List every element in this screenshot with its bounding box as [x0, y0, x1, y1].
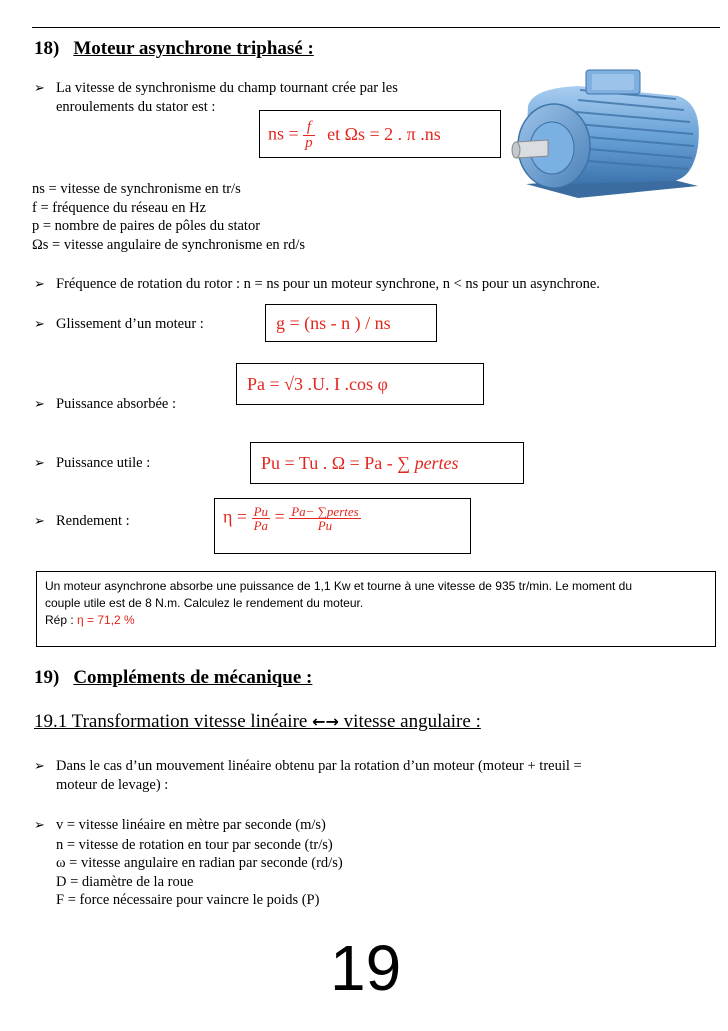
bullet-arrow-icon — [34, 316, 56, 333]
formula-pu: Pu = Tu . Ω = Pa - — [261, 453, 398, 473]
exercise-line: couple utile est de 8 N.m. Calculez le rendement du moteur. — [45, 596, 364, 610]
section-number: 18) — [34, 38, 60, 59]
bullet-glissement — [34, 316, 204, 333]
bullet-arrow-icon — [34, 80, 56, 97]
fraction-pertes — [289, 505, 361, 532]
answer-value: η = 71,2 % — [77, 613, 135, 627]
formula-ns-lhs: ns = — [268, 123, 299, 144]
motor-image — [508, 66, 718, 206]
definition-item: p = nombre de paires de pôles du stator — [32, 218, 261, 234]
fraction-numerator: f — [303, 120, 315, 136]
bullet-arrow-icon — [34, 816, 56, 836]
answer-label: Rép : — [45, 613, 78, 627]
bullet-sync-speed — [34, 80, 398, 97]
bullet-text: Fréquence de rotation du rotor : n = ns pour un moteur synchrone, n < ns pour un asynchrone. — [56, 276, 600, 292]
formula-box-rendement — [214, 498, 471, 554]
formula-omega-s: et Ωs = 2 . π .ns — [327, 123, 441, 144]
variable-item: v = vitesse linéaire en mètre par seconde (m/s) — [56, 817, 326, 833]
section-19-1-heading — [34, 711, 481, 733]
subsection-title-a: 19.1 Transformation vitesse linéaire — [34, 711, 313, 732]
sum-pertes: ∑ pertes — [397, 453, 459, 473]
variable-item: D = diamètre de la roue — [56, 873, 194, 890]
formula-pa-rest: .U. I .cos φ — [303, 374, 388, 394]
variable-item: F = force nécessaire pour vaincre le poids (P) — [56, 892, 320, 908]
variable-item: n = vitesse de rotation en tour par seconde (tr/s) — [56, 836, 333, 853]
bullet-text: La vitesse de synchronisme du champ tournant crée par les — [56, 80, 398, 96]
fraction-denominator: Pa — [253, 518, 269, 533]
bullet-sync-speed-cont — [56, 99, 215, 116]
bullet-text: Glissement d’un moteur : — [56, 316, 204, 332]
fraction-denominator: Pu — [317, 518, 333, 533]
formula-eta: η = — [223, 506, 248, 527]
section-18-heading — [34, 38, 314, 60]
section-19-heading — [34, 667, 312, 689]
bullet-text: enroulements du stator est : — [56, 99, 216, 115]
bullet-arrow-icon — [34, 455, 56, 472]
fraction-denominator: p — [305, 135, 313, 151]
formula-pa-lhs: Pa = — [247, 374, 285, 394]
definition-item: Ωs = vitesse angulaire de synchronisme en rd/s — [32, 236, 306, 253]
formula-box-glissement — [265, 304, 437, 342]
bullet-arrow-icon — [34, 396, 56, 413]
formula-box-ns — [259, 110, 501, 158]
bullet-text: Puissance utile : — [56, 455, 151, 471]
subsection-title-b: vitesse angulaire : — [338, 711, 481, 732]
bullet-puissance-utile — [34, 455, 150, 472]
definitions-list — [32, 180, 305, 254]
section-title: Moteur asynchrone triphasé : — [73, 38, 314, 59]
bullet-rotor-frequency — [34, 276, 600, 293]
exercise-answer — [45, 612, 707, 629]
page-number: 19 — [330, 932, 402, 1004]
fraction-numerator: Pu — [253, 504, 269, 519]
bullet-text: Puissance absorbée : — [56, 396, 176, 412]
formula-box-pu — [250, 442, 524, 484]
exercise-box — [36, 571, 716, 647]
bullet-rendement — [34, 513, 130, 530]
exercise-line: Un moteur asynchrone absorbe une puissance de 1,1 Kw et tourne à une vitesse de 935 tr/min. Le moment du — [45, 579, 633, 593]
bullet-arrow-icon — [34, 276, 56, 293]
bullet-puissance-absorbee — [34, 396, 176, 413]
bullet-arrow-icon — [34, 513, 56, 530]
bullet-mouvement-lineaire — [34, 758, 724, 794]
formula-box-pa — [236, 363, 484, 405]
variable-item: ω = vitesse angulaire en radian par seconde (rd/s) — [56, 855, 343, 871]
bullet-variables — [34, 816, 343, 910]
definition-item: f = fréquence du réseau en Hz — [32, 199, 207, 216]
bullet-arrow-icon — [34, 758, 56, 775]
section-number: 19) — [34, 667, 60, 688]
bullet-text: Rendement : — [56, 513, 130, 529]
definition-item: ns = vitesse de synchronisme en tr/s — [32, 181, 241, 197]
top-rule — [32, 27, 720, 28]
section-title: Compléments de mécanique : — [73, 667, 313, 688]
bullet-text: Dans le cas d’un mouvement linéaire obtenu par la rotation d’un moteur (moteur + treuil = — [56, 758, 582, 774]
bullet-text: moteur de levage) : — [56, 777, 169, 793]
formula-equals: = — [274, 506, 285, 527]
formula-ns-fraction — [303, 120, 315, 151]
sqrt-three: √3 — [284, 374, 304, 394]
fraction-pu-pa — [252, 505, 270, 532]
formula-glissement: g = (ns - n ) / ns — [276, 313, 391, 333]
fraction-numerator: Pa− ∑pertes — [291, 504, 359, 519]
double-arrow-icon: ←→ — [312, 712, 339, 731]
